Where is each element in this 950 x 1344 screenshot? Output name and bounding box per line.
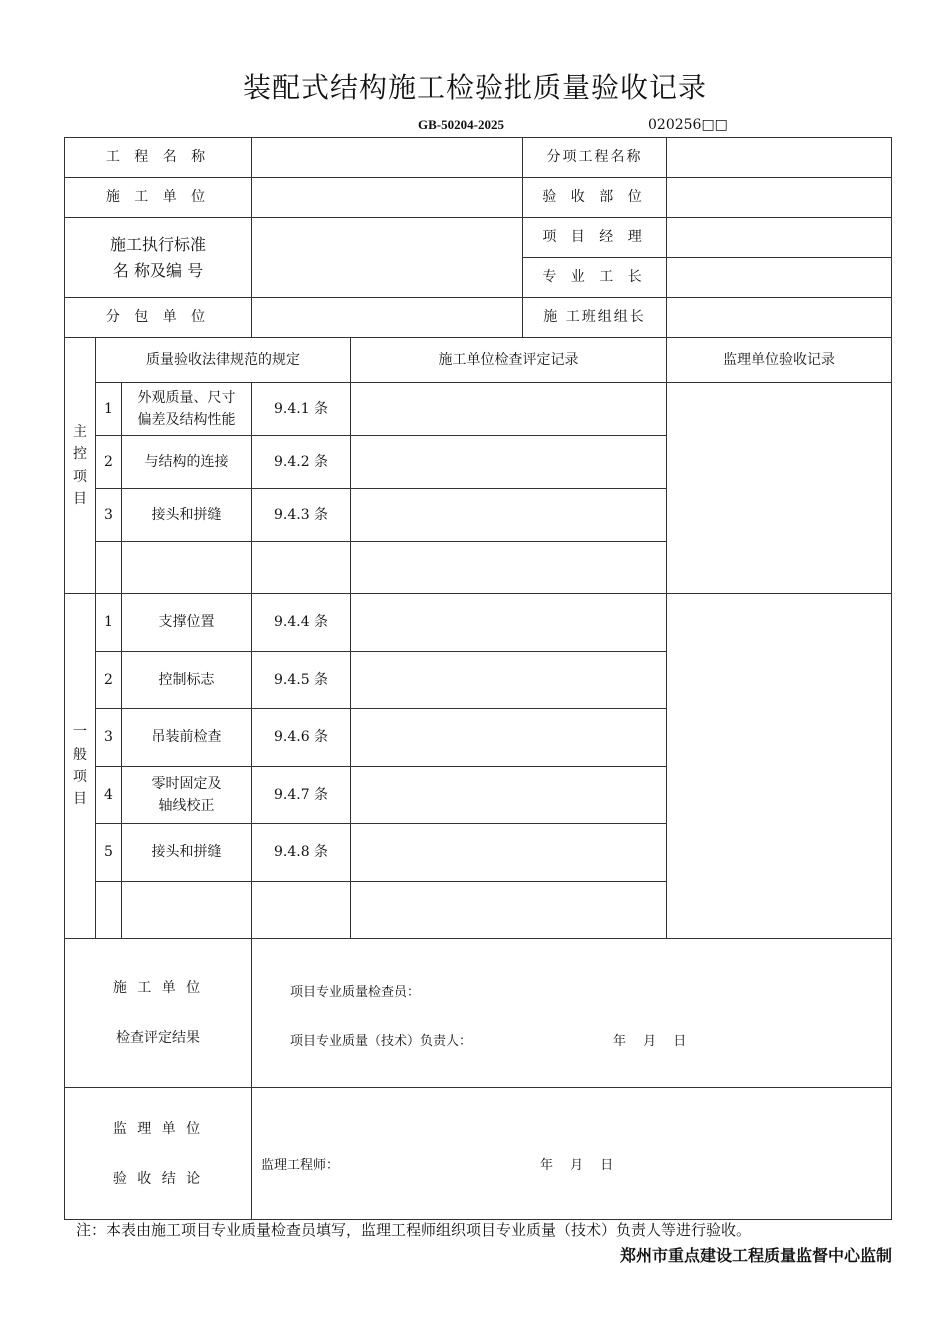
item-description-line1: 零时固定及 (151, 775, 222, 792)
item-number: 3 (96, 489, 122, 542)
project-name-field[interactable] (252, 138, 523, 178)
acceptance-record-table (64, 137, 892, 1220)
specialist-foreman-field[interactable] (667, 258, 892, 298)
main-control-char: 主 (73, 423, 87, 440)
specialist-foreman-label: 专 业 工 长 (523, 258, 667, 298)
project-name-label: 工 程 名 称 (65, 138, 252, 178)
item-description: 支撑位置 (122, 594, 252, 652)
construction-result-field[interactable] (252, 939, 892, 1088)
item-description (122, 542, 252, 594)
item-clause (252, 542, 351, 594)
general-char: 目 (73, 791, 87, 808)
construction-date-label: 年 月 日 (613, 1034, 687, 1049)
subcontractor-field[interactable] (252, 298, 523, 338)
item-clause: 9.4.3 条 (252, 489, 351, 542)
general-label (65, 594, 96, 939)
quality-inspector-label: 项目专业质量检查员： (290, 985, 421, 1000)
construction-check-field[interactable] (351, 767, 667, 824)
item-number: 1 (96, 383, 122, 436)
team-leader-field[interactable] (667, 298, 892, 338)
item-clause: 9.4.6 条 (252, 709, 351, 767)
item-number: 5 (96, 824, 122, 882)
main-control-char: 目 (73, 490, 87, 507)
main-control-char: 控 (73, 446, 87, 463)
construction-check-field[interactable] (351, 824, 667, 882)
standard-name-label-line2: 名 称及编 号 (112, 260, 204, 280)
standard-name-field[interactable] (252, 218, 523, 298)
quality-responsible-label: 项目专业质量（技术）负责人： (290, 1034, 473, 1049)
item-number: 2 (96, 652, 122, 709)
main-control-supervision-field[interactable] (667, 383, 892, 594)
item-clause: 9.4.5 条 (252, 652, 351, 709)
construction-unit-label: 施 工 单 位 (65, 178, 252, 218)
item-description-line1: 外观质量、尺寸 (137, 389, 236, 406)
item-number: 1 (96, 594, 122, 652)
main-control-char: 项 (73, 468, 87, 485)
item-number (96, 882, 122, 939)
form-number: 020256□□ (648, 117, 728, 133)
item-number: 4 (96, 767, 122, 824)
item-clause: 9.4.1 条 (252, 383, 351, 436)
item-number: 2 (96, 436, 122, 489)
form-note: 注：本表由施工项目专业质量检查员填写，监理工程师组织项目专业质量（技术）负责人等进行验收。 (76, 1221, 752, 1239)
item-number: 3 (96, 709, 122, 767)
item-description: 与结构的连接 (122, 436, 252, 489)
construction-result-label-line2: 检查评定结果 (116, 1030, 201, 1046)
project-manager-field[interactable] (667, 218, 892, 258)
item-description: 接头和拼缝 (122, 824, 252, 882)
construction-check-field[interactable] (351, 652, 667, 709)
general-char: 项 (73, 769, 87, 785)
sub-project-name-field[interactable] (667, 138, 892, 178)
standard-name-label-line1: 施工执行标准 (110, 234, 207, 254)
construction-unit-field[interactable] (252, 178, 523, 218)
construction-result-label (65, 939, 252, 1088)
item-description (122, 882, 252, 939)
standard-code: GB-50204-2025 (418, 117, 504, 132)
project-manager-label: 项 目 经 理 (523, 218, 667, 258)
item-description: 控制标志 (122, 652, 252, 709)
construction-check-field[interactable] (351, 542, 667, 594)
item-description (122, 767, 252, 824)
supervision-result-field[interactable] (252, 1088, 892, 1220)
item-description-line2: 轴线校正 (158, 798, 215, 814)
construction-check-field[interactable] (351, 709, 667, 767)
supervision-check-header: 监理单位验收记录 (667, 338, 892, 383)
sub-project-name-label: 分项工程名称 (523, 138, 667, 178)
form-title: 装配式结构施工检验批质量验收记录 (242, 71, 707, 104)
item-number (96, 542, 122, 594)
supervision-result-label-line2: 验 收 结 论 (112, 1170, 204, 1187)
construction-check-field[interactable] (351, 383, 667, 436)
standard-name-label (65, 218, 252, 298)
regulation-header: 质量验收法律规范的规定 (96, 338, 351, 383)
item-description: 吊装前检查 (122, 709, 252, 767)
acceptance-part-label: 验 收 部 位 (523, 178, 667, 218)
construction-check-field[interactable] (351, 489, 667, 542)
item-description-line2: 偏差及结构性能 (137, 412, 236, 428)
supervision-result-label-line1: 监 理 单 位 (112, 1120, 204, 1137)
construction-check-header: 施工单位检查评定记录 (351, 338, 667, 383)
construction-check-field[interactable] (351, 594, 667, 652)
item-clause (252, 882, 351, 939)
item-clause: 9.4.2 条 (252, 436, 351, 489)
team-leader-label: 施 工班组组长 (523, 298, 667, 338)
issuer-footer: 郑州市重点建设工程质量监督中心监制 (619, 1246, 892, 1265)
construction-check-field[interactable] (351, 436, 667, 489)
general-supervision-field[interactable] (667, 594, 892, 939)
item-description (122, 383, 252, 436)
item-description: 接头和拼缝 (122, 489, 252, 542)
supervision-date-label: 年 月 日 (540, 1158, 614, 1173)
item-clause: 9.4.8 条 (252, 824, 351, 882)
item-clause: 9.4.7 条 (252, 767, 351, 824)
main-control-label (65, 338, 96, 594)
acceptance-part-field[interactable] (667, 178, 892, 218)
subcontractor-label: 分 包 单 位 (65, 298, 252, 338)
construction-check-field[interactable] (351, 882, 667, 939)
general-char: 般 (73, 746, 87, 763)
supervision-engineer-label: 监理工程师： (261, 1158, 340, 1173)
supervision-result-label (65, 1088, 252, 1220)
item-clause: 9.4.4 条 (252, 594, 351, 652)
construction-result-label-line1: 施 工 单 位 (112, 980, 204, 996)
general-char: 一 (73, 724, 87, 741)
